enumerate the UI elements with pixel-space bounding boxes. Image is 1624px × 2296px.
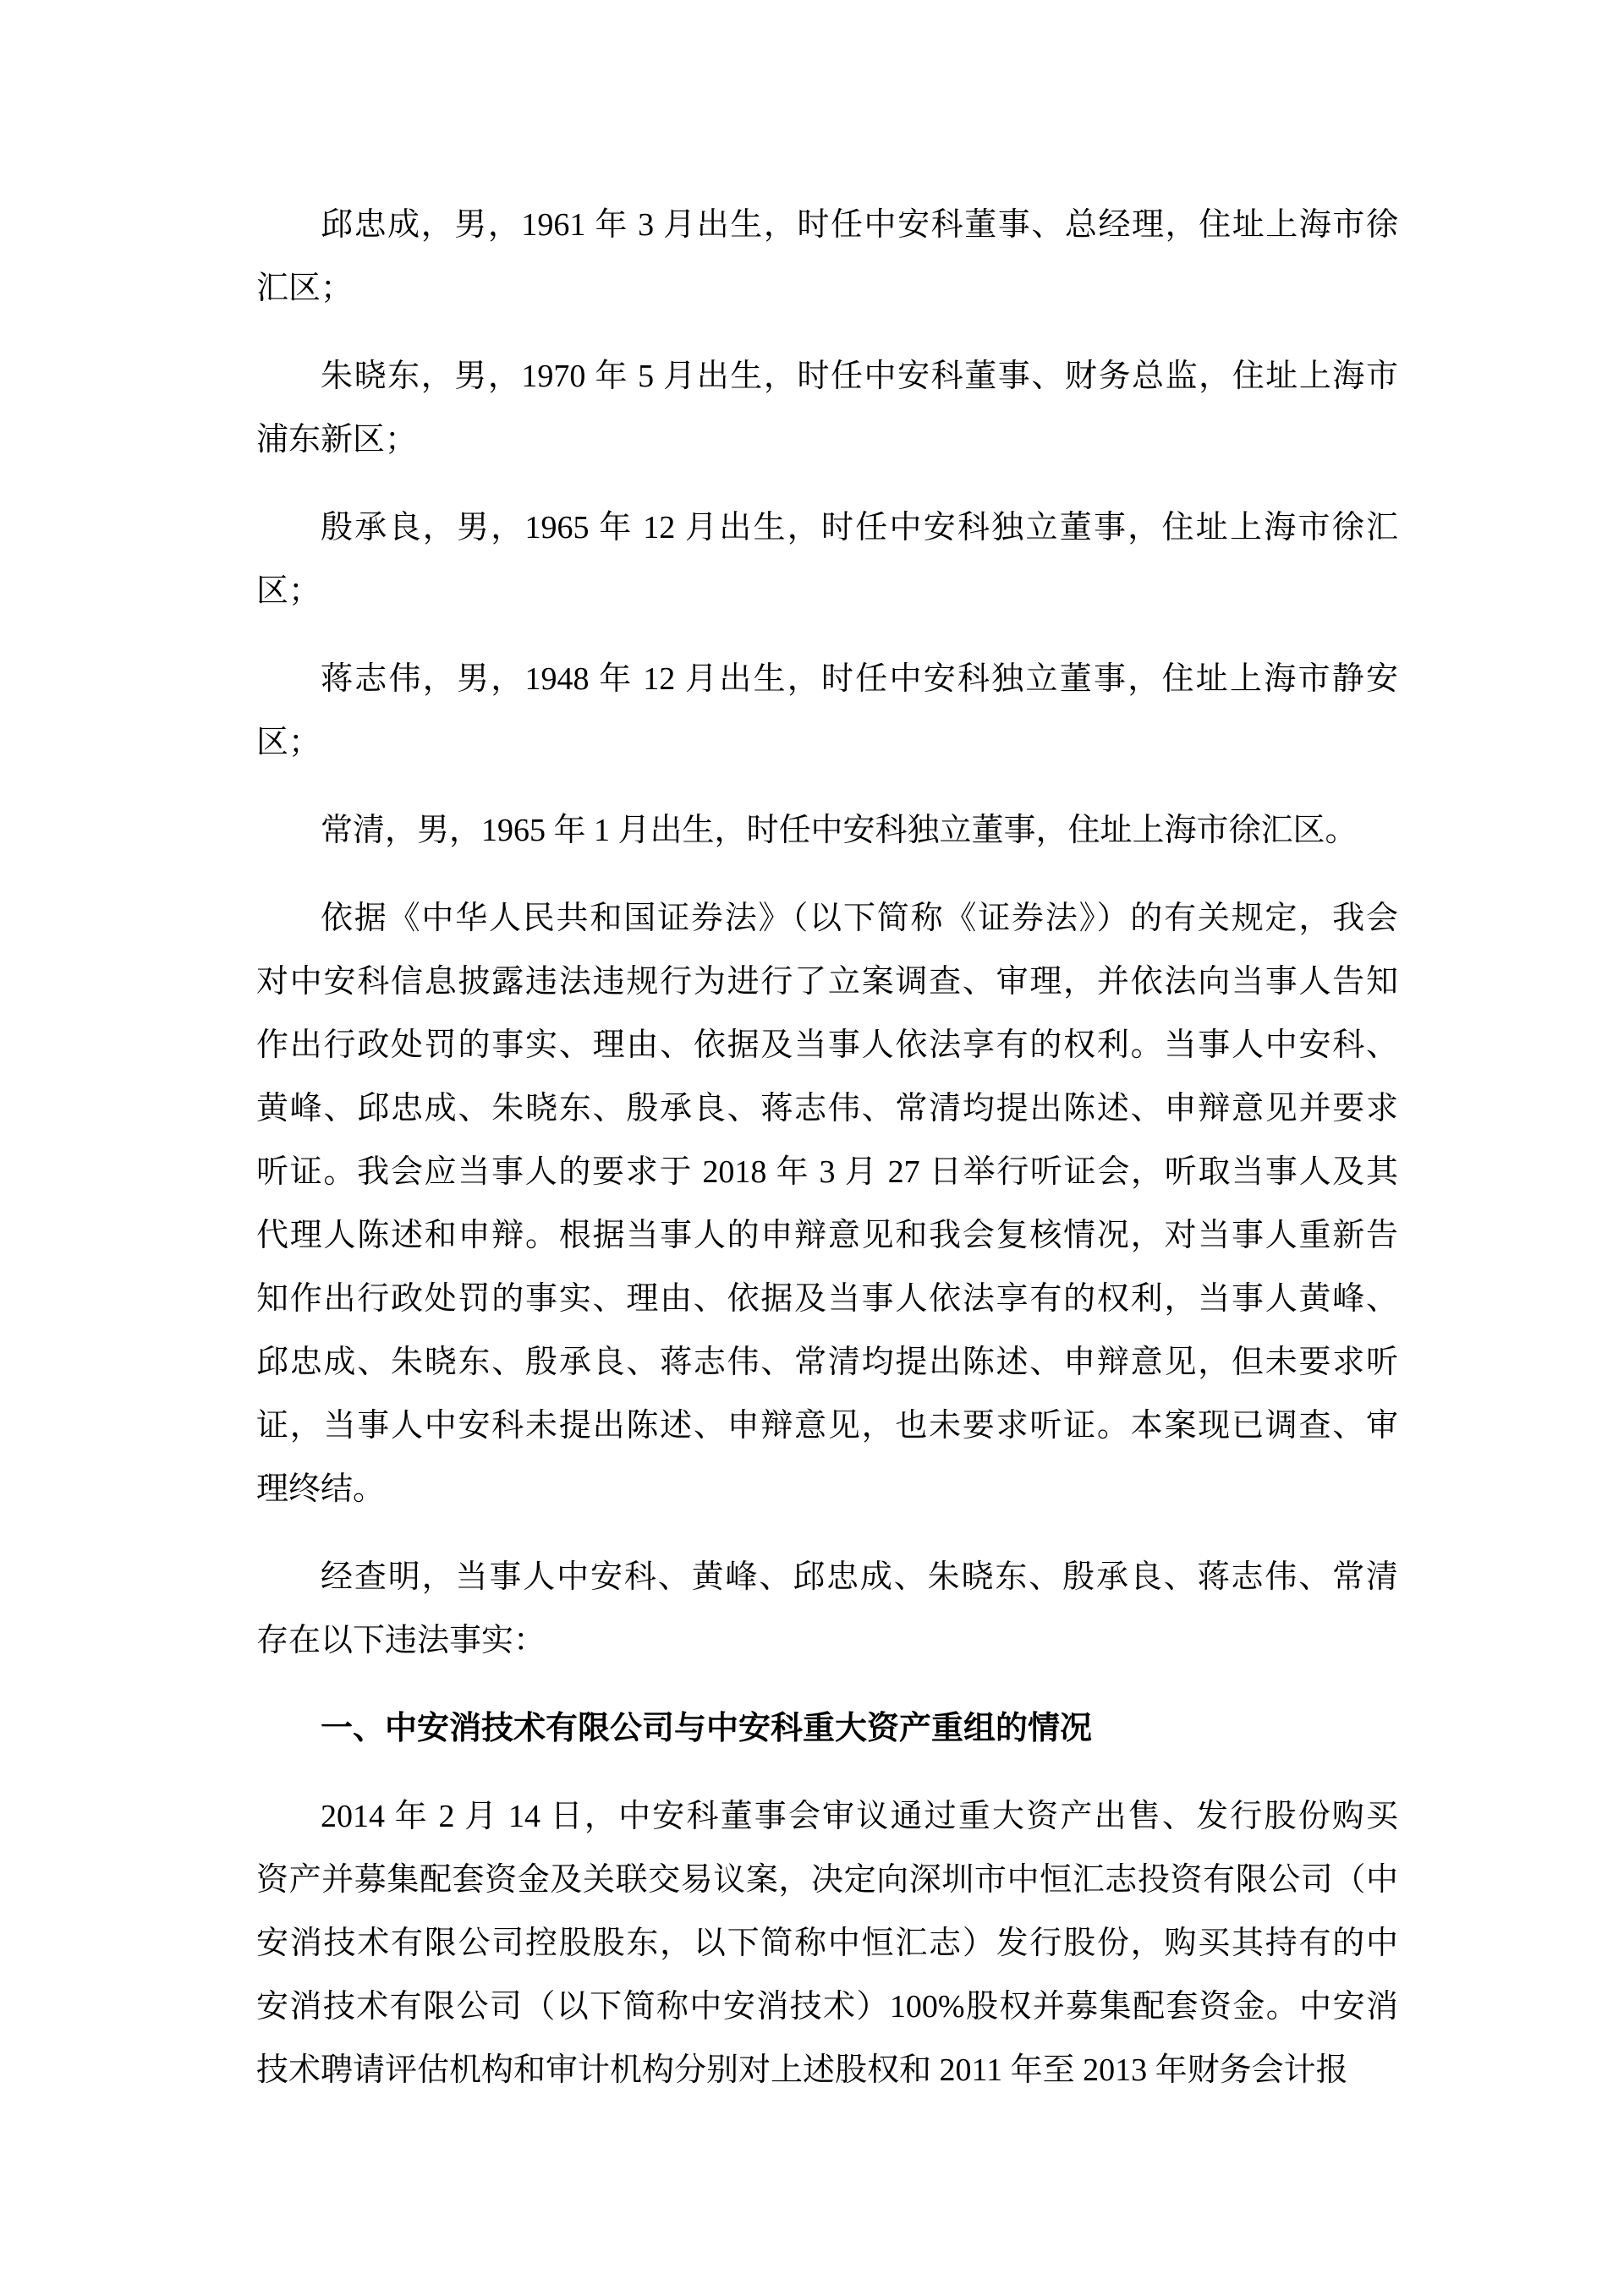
text-line: 对中安科信息披露违法违规行为进行了立案调查、审理，并依法向当事人告知 [256, 964, 1398, 1000]
paragraph [256, 887, 1398, 1521]
paragraph [256, 1785, 1398, 2102]
text-line: 一、中安消技术有限公司与中安科重大资产重组的情况 [321, 1711, 1093, 1746]
text-line: 证，当事人中安科未提出陈述、申辩意见，也未要求听证。本案现已调查、审 [256, 1408, 1398, 1444]
text-line: 区； [256, 573, 321, 609]
paragraph [256, 194, 1398, 321]
text-line: 浦东新区； [256, 422, 418, 458]
text-line: 依据《中华人民共和国证券法》（以下简称《证券法》）的有关规定，我会 [321, 901, 1398, 936]
text-line: 邱忠成，男，1961 年 3 月出生，时任中安科董事、总经理，住址上海市徐 [321, 207, 1398, 243]
text-line: 经查明，当事人中安科、黄峰、邱忠成、朱晓东、殷承良、蒋志伟、常清 [321, 1559, 1398, 1595]
paragraph [256, 799, 1398, 863]
paragraph [256, 1546, 1398, 1673]
text-line: 听证。我会应当事人的要求于 2018 年 3 月 27 日举行听证会，听取当事人及其 [256, 1154, 1398, 1190]
text-line: 作出行政处罚的事实、理由、依据及当事人依法享有的权利。当事人中安科、 [256, 1027, 1398, 1063]
text-line: 技术聘请评估机构和审计机构分别对上述股权和 2011 年至 2013 年财务会计报 [256, 2052, 1348, 2088]
text-line: 2014 年 2 月 14 日，中安科董事会审议通过重大资产出售、发行股份购买 [321, 1799, 1398, 1834]
text-line: 资产并募集配套资金及关联交易议案，决定向深圳市中恒汇志投资有限公司（中 [256, 1862, 1398, 1898]
paragraph [256, 496, 1398, 623]
section-heading [256, 1697, 1398, 1761]
text-line: 朱晓东，男，1970 年 5 月出生，时任中安科董事、财务总监，住址上海市 [321, 359, 1398, 394]
text-line: 存在以下违法事实： [256, 1623, 546, 1658]
document-body [256, 194, 1398, 2102]
paragraph [256, 648, 1398, 775]
text-line: 黄峰、邱忠成、朱晓东、殷承良、蒋志伟、常清均提出陈述、申辩意见并要求 [256, 1091, 1398, 1126]
text-line: 安消技术有限公司控股股东，以下简称中恒汇志）发行股份，购买其持有的中 [256, 1926, 1398, 1961]
text-line: 蒋志伟，男，1948 年 12 月出生，时任中安科独立董事，住址上海市静安 [321, 661, 1398, 697]
text-line: 代理人陈述和申辩。根据当事人的申辩意见和我会复核情况，对当事人重新告 [256, 1218, 1398, 1253]
text-line: 邱忠成、朱晓东、殷承良、蒋志伟、常清均提出陈述、申辩意见，但未要求听 [256, 1345, 1398, 1380]
text-line: 常清，男，1965 年 1 月出生，时任中安科独立董事，住址上海市徐汇区。 [321, 813, 1358, 848]
paragraph [256, 345, 1398, 472]
text-line: 安消技术有限公司（以下简称中安消技术）100%股权并募集配套资金。中安消 [256, 1989, 1398, 2025]
text-line: 区； [256, 725, 321, 760]
text-line: 知作出行政处罚的事实、理由、依据及当事人依法享有的权利，当事人黄峰、 [256, 1281, 1398, 1317]
text-line: 殷承良，男，1965 年 12 月出生，时任中安科独立董事，住址上海市徐汇 [321, 510, 1398, 545]
text-line: 理终结。 [256, 1471, 386, 1507]
text-line: 汇区； [256, 271, 354, 306]
